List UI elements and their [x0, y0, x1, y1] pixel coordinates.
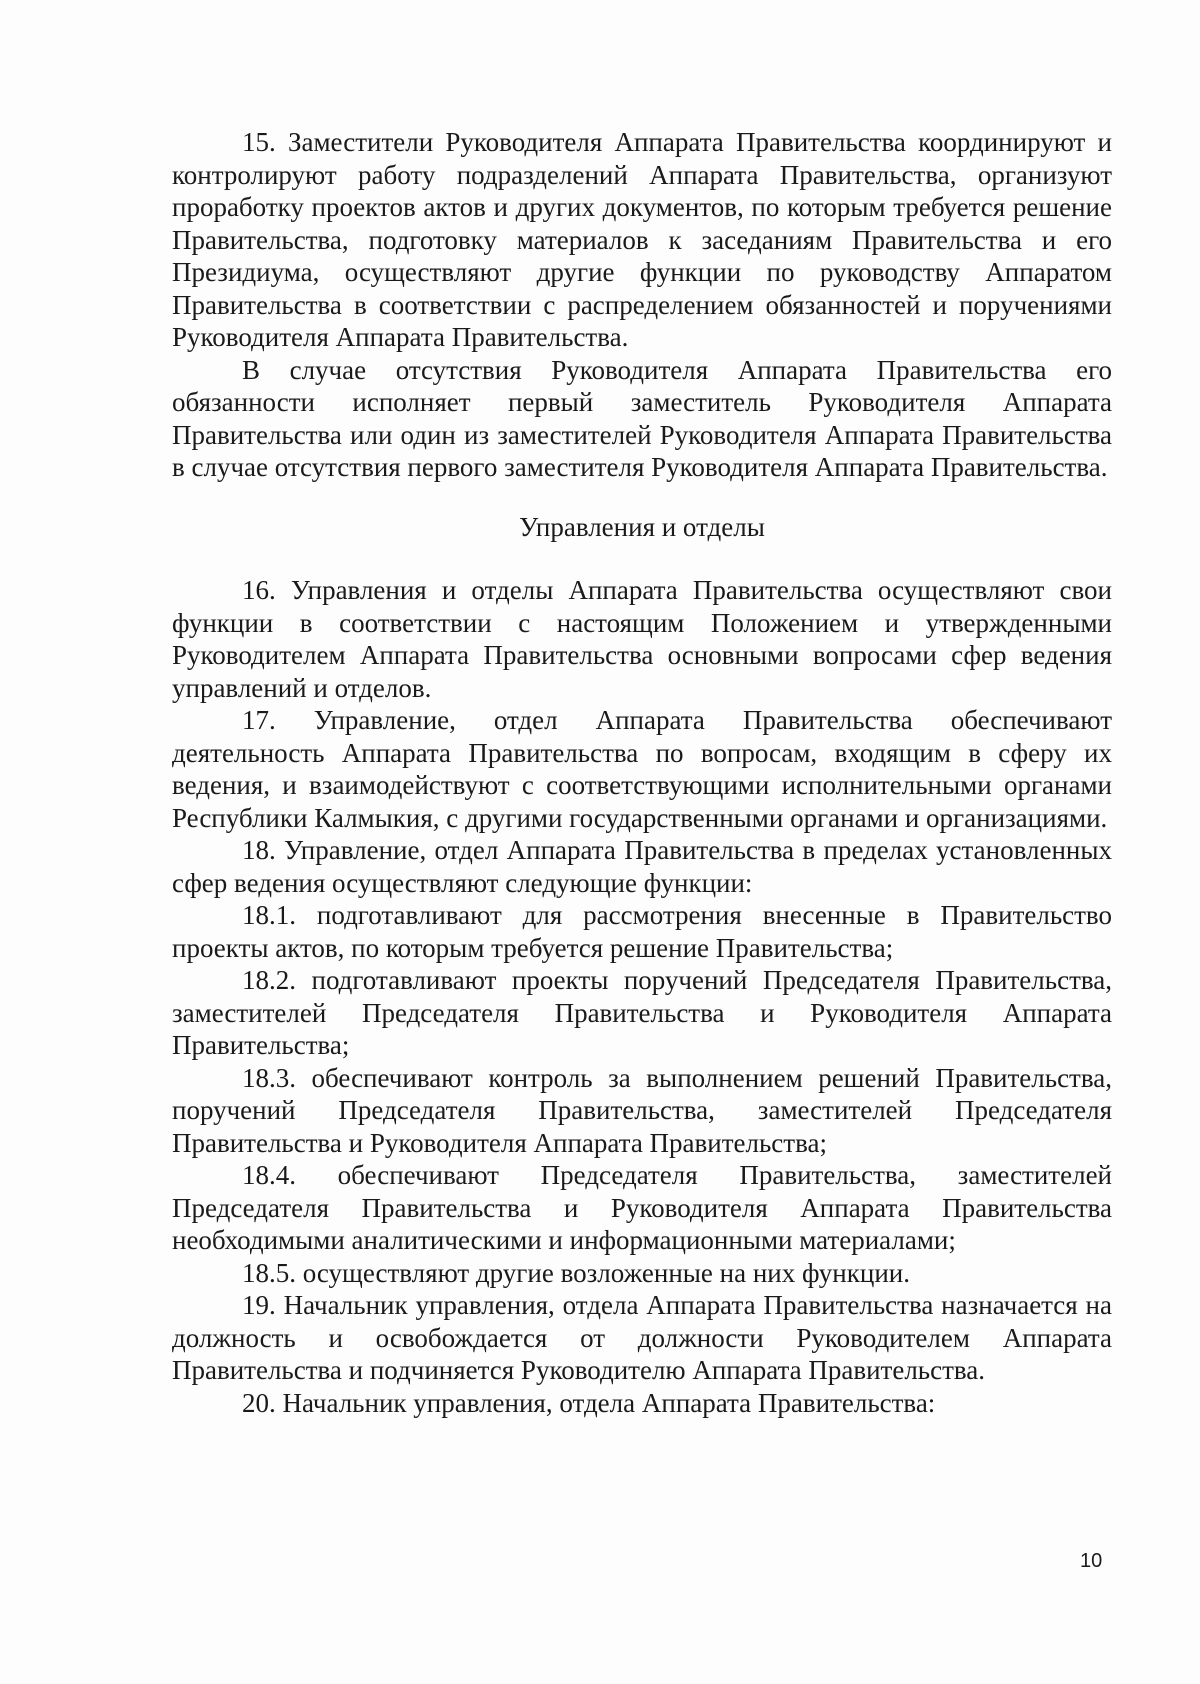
paragraph-17: 17. Управление, отдел Аппарата Правительства обеспечивают деятельность Аппарата Правительства по вопросам, входящим в сферу их ведения, и взаимодействуют с соответствующими исполнительными органами Республики Калмыкия, с другими государственными органами и организациями. [172, 705, 1112, 833]
paragraph-15-absence: В случае отсутствия Руководителя Аппарата Правительства его обязанности исполняет первый заместитель Руководителя Аппарата Правительства или один из заместителей Руководителя Аппарата Правительства в случае отсутствия первого заместителя Руководителя Аппарата Правительства. [172, 354, 1112, 482]
section-heading: Управления и отделы [519, 511, 765, 542]
paragraph-18-5: 18.5. осуществляют другие возложенные на них функции. [242, 1257, 910, 1288]
paragraph-18-3: 18.3. обеспечивают контроль за выполнением решений Правительства, поручений Председателя Правительства, заместителей Председателя Правительства и Руководителя Аппарата Правительства; [172, 1062, 1112, 1158]
paragraph-18-2: 18.2. подготавливают проекты поручений Председателя Правительства, заместителей Председателя Правительства и Руководителя Аппарата Правительства; [172, 965, 1112, 1060]
paragraph-20: 20. Начальник управления, отдела Аппарата Правительства: [242, 1387, 936, 1418]
paragraph-19: 19. Начальник управления, отдела Аппарата Правительства назначается на должность и освобождается от должности Руководителем Аппарата Правительства и подчиняется Руководителю Аппарата Правительства. [172, 1290, 1112, 1385]
paragraph-18-1: 18.1. подготавливают для рассмотрения внесенные в Правительство проекты актов, по которым требуется решение Правительства; [172, 900, 1112, 963]
page-number: 10 [1080, 1550, 1103, 1572]
paragraph-16: 16. Управления и отделы Аппарата Правительства осуществляют свои функции в соответствии с настоящим Положением и утвержденными Руководителем Аппарата Правительства основными вопросами сфер ведения управлений и отделов. [172, 575, 1112, 703]
paragraph-18-4: 18.4. обеспечивают Председателя Правительства, заместителей Председателя Правительства и Руководителя Аппарата Правительства необходимыми аналитическими и информационными материалами; [172, 1160, 1112, 1255]
document-body [172, 126, 1112, 1419]
paragraph-18: 18. Управление, отдел Аппарата Правительства в пределах установленных сфер ведения осуществляют следующие функции: [172, 835, 1112, 898]
paragraph-15: 15. Заместители Руководителя Аппарата Правительства координируют и контролируют работу подразделений Аппарата Правительства, организуют проработку проектов актов и других документов, по которым требуется решение Правительства, подготовку материалов к заседаниям Правительства и его Президиума, осуществляют другие функции по руководству Аппаратом Правительства в соответствии с распределением обязанностей и поручениями Руководителя Аппарата Правительства. [172, 127, 1112, 352]
